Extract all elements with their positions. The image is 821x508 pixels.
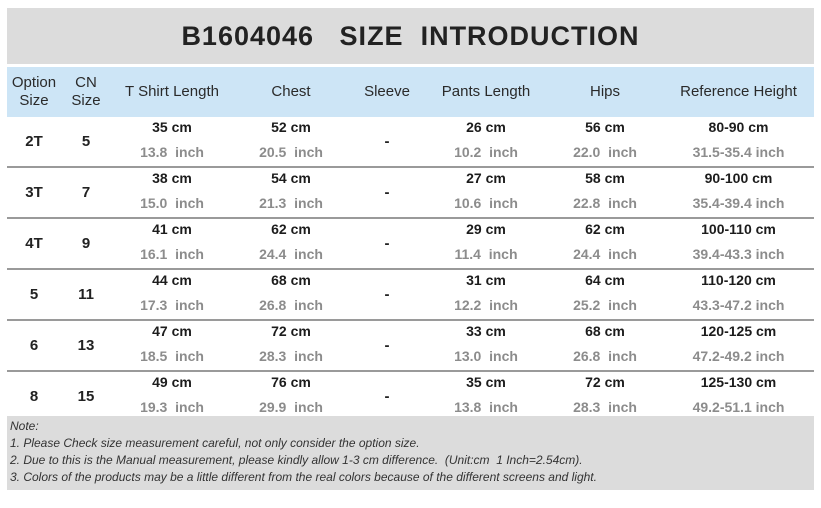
chest-cm: 68 cm — [271, 272, 311, 288]
cn-size-cell: 11 — [78, 286, 94, 303]
t-shirt-length-inch: 18.5 inch — [140, 348, 204, 364]
header-reference-height: Reference Height — [680, 83, 797, 100]
t-shirt-length-cm: 44 cm — [152, 272, 192, 288]
option-size-cell: 6 — [29, 337, 39, 354]
t-shirt-length-cm: 49 cm — [152, 374, 192, 390]
cn-size-cell: 13 — [77, 337, 95, 354]
t-shirt-length-cell — [111, 372, 233, 421]
chest-inch: 20.5 inch — [259, 144, 323, 160]
pants-length-cell — [425, 321, 547, 370]
t-shirt-length-cm: 35 cm — [152, 119, 192, 135]
pants-length-inch: 10.2 inch — [454, 144, 518, 160]
t-shirt-length-cell — [111, 321, 233, 370]
header-t-shirt-length: T Shirt Length — [125, 83, 219, 100]
chest-cell — [233, 270, 349, 319]
hips-inch: 26.8 inch — [573, 348, 637, 364]
cn-size-cell: 7 — [81, 184, 91, 201]
header-hips: Hips — [589, 83, 620, 100]
table-row — [7, 117, 814, 168]
reference-height-inch: 47.2-49.2 inch — [692, 348, 785, 364]
t-shirt-length-inch: 13.8 inch — [140, 144, 204, 160]
hips-cell — [547, 117, 663, 166]
cn-size-cell: 15 — [77, 388, 95, 405]
sleeve-cell: - — [384, 286, 390, 303]
t-shirt-length-cell — [111, 117, 233, 166]
header-option-size: Option Size — [11, 74, 57, 109]
hips-cm: 62 cm — [585, 221, 625, 237]
header-sleeve: Sleeve — [364, 83, 410, 100]
sleeve-cell: - — [384, 133, 390, 150]
pants-length-cm: 31 cm — [466, 272, 506, 288]
sleeve-cell: - — [384, 388, 390, 405]
t-shirt-length-cell — [111, 270, 233, 319]
hips-cm: 72 cm — [585, 374, 625, 390]
reference-height-inch: 39.4-43.3 inch — [692, 246, 785, 262]
sleeve-cell: - — [384, 235, 390, 252]
reference-height-cm: 80-90 cm — [708, 119, 769, 135]
chest-cm: 52 cm — [271, 119, 311, 135]
pants-length-inch: 11.4 inch — [454, 246, 518, 262]
reference-height-cm: 90-100 cm — [704, 170, 773, 186]
chest-cm: 54 cm — [271, 170, 311, 186]
chest-cell — [233, 219, 349, 268]
cn-size-cell: 9 — [81, 235, 91, 252]
hips-inch: 28.3 inch — [573, 399, 637, 415]
chest-inch: 26.8 inch — [259, 297, 323, 313]
header-pants-length: Pants Length — [441, 83, 531, 100]
page-title: B1604046 SIZE INTRODUCTION — [181, 20, 640, 51]
t-shirt-length-inch: 17.3 inch — [140, 297, 204, 313]
title-bar — [7, 8, 814, 64]
option-size-cell: 5 — [29, 286, 39, 303]
pants-length-cell — [425, 372, 547, 421]
reference-height-cm: 100-110 cm — [701, 221, 776, 237]
reference-height-cm: 110-120 cm — [701, 272, 776, 288]
chest-inch: 24.4 inch — [259, 246, 323, 262]
t-shirt-length-cell — [111, 168, 233, 217]
table-header — [7, 67, 814, 117]
notes-box — [7, 416, 814, 490]
chest-cell — [233, 372, 349, 421]
hips-cm: 58 cm — [585, 170, 625, 186]
reference-height-cell — [663, 372, 814, 421]
reference-height-cell — [663, 321, 814, 370]
t-shirt-length-cm: 38 cm — [152, 170, 192, 186]
hips-cm: 64 cm — [585, 272, 625, 288]
hips-cell — [547, 168, 663, 217]
table-row — [7, 321, 814, 372]
chest-cm: 72 cm — [271, 323, 311, 339]
pants-length-cm: 33 cm — [466, 323, 506, 339]
reference-height-inch: 49.2-51.1 inch — [692, 399, 785, 415]
hips-cell — [547, 321, 663, 370]
reference-height-inch: 35.4-39.4 inch — [692, 195, 785, 211]
option-size-cell: 4T — [25, 235, 43, 252]
option-size-cell: 2T — [25, 133, 43, 150]
header-chest: Chest — [271, 83, 311, 100]
cn-size-cell: 5 — [81, 133, 91, 150]
size-table-body — [7, 117, 814, 423]
t-shirt-length-cell — [111, 219, 233, 268]
note-line: 3. Colors of the products may be a little different from the real colors because of the different screens and light. — [10, 470, 597, 484]
hips-inch: 22.0 inch — [573, 144, 637, 160]
chest-cell — [233, 117, 349, 166]
header-cn-size: CN Size — [71, 74, 101, 109]
t-shirt-length-inch: 19.3 inch — [140, 399, 204, 415]
t-shirt-length-cm: 41 cm — [152, 221, 192, 237]
reference-height-cm: 125-130 cm — [700, 374, 777, 390]
pants-length-inch: 13.0 inch — [454, 348, 518, 364]
pants-length-cell — [425, 117, 547, 166]
pants-length-cm: 29 cm — [466, 221, 506, 237]
pants-length-cell — [425, 270, 547, 319]
t-shirt-length-cm: 47 cm — [152, 323, 192, 339]
pants-length-inch: 10.6 inch — [454, 195, 518, 211]
note-line: 1. Please Check size measurement careful, not only consider the option size. — [10, 436, 420, 450]
table-row — [7, 270, 814, 321]
table-row — [7, 168, 814, 219]
chest-cell — [233, 168, 349, 217]
hips-cell — [547, 270, 663, 319]
reference-height-cell — [663, 117, 814, 166]
pants-length-inch: 12.2 inch — [454, 297, 518, 313]
t-shirt-length-inch: 16.1 inch — [140, 246, 204, 262]
sleeve-cell: - — [384, 184, 390, 201]
option-size-cell: 3T — [25, 184, 43, 201]
chest-cm: 76 cm — [271, 374, 311, 390]
hips-cm: 68 cm — [585, 323, 625, 339]
table-row — [7, 219, 814, 270]
chest-inch: 21.3 inch — [259, 195, 323, 211]
reference-height-cell — [663, 168, 814, 217]
reference-height-cell — [663, 270, 814, 319]
pants-length-cm: 27 cm — [466, 170, 506, 186]
hips-cm: 56 cm — [585, 119, 625, 135]
option-size-cell: 8 — [29, 388, 39, 405]
reference-height-cell — [663, 219, 814, 268]
reference-height-inch: 43.3-47.2 inch — [692, 297, 785, 313]
sleeve-cell: - — [384, 337, 390, 354]
chest-inch: 29.9 inch — [259, 399, 323, 415]
pants-length-cell — [425, 168, 547, 217]
pants-length-cm: 35 cm — [466, 374, 506, 390]
hips-cell — [547, 219, 663, 268]
pants-length-inch: 13.8 inch — [454, 399, 518, 415]
t-shirt-length-inch: 15.0 inch — [140, 195, 204, 211]
note-heading: Note: — [10, 419, 39, 433]
note-line: 2. Due to this is the Manual measurement, please kindly allow 1-3 cm difference. (Unit:cm 1 Inch=2.54cm). — [10, 453, 583, 467]
reference-height-cm: 120-125 cm — [700, 323, 777, 339]
hips-inch: 22.8 inch — [573, 195, 637, 211]
hips-cell — [547, 372, 663, 421]
hips-inch: 25.2 inch — [573, 297, 637, 313]
pants-length-cm: 26 cm — [466, 119, 506, 135]
chest-cm: 62 cm — [271, 221, 311, 237]
reference-height-inch: 31.5-35.4 inch — [692, 144, 785, 160]
chest-cell — [233, 321, 349, 370]
chest-inch: 28.3 inch — [259, 348, 323, 364]
hips-inch: 24.4 inch — [573, 246, 637, 262]
pants-length-cell — [425, 219, 547, 268]
